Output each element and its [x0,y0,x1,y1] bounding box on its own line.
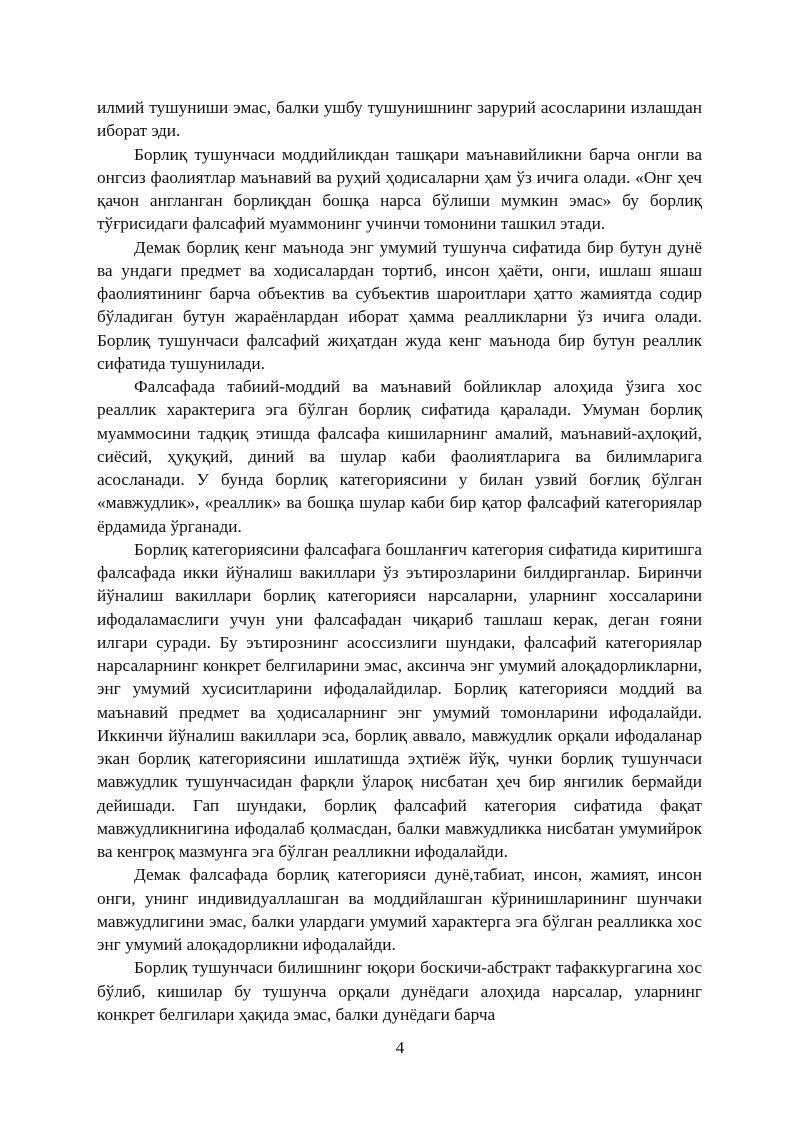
paragraph-1: илмий тушуниши эмас, балки ушбу тушунишнинг зарурий асосларини излашдан иборат эди. [97,98,702,141]
paragraph-3: Демак борлиқ кенг маънода энг умумий тушунча сифатида бир бутун дунё ва ундаги предмет ва ходисалардан тортиб, инсон ҳаёти, онги, ишлаш яшаш фаолиятининг барча объектив ва субъектив шароитлари ҳатто жамиятда содир бўладиган бутун жараёнлардан иборат ҳамма реалликларни ўз ичига олади. Борлиқ тушунчаси фалсафий жиҳатдан жуда кенг маънода бир бутун реаллик сифатида тушунилади. [97,237,702,373]
paragraph-7: Борлиқ тушунчаси билишнинг юқори боскичи-абстракт тафаккургагина хос бўлиб, кишилар бу тушунча орқали дунёдаги алоҳида нарсалар, уларнинг конкрет белгилари ҳақида эмас, балки дунёдаги барча [97,958,702,1024]
paragraph-4: Фалсафада табиий-моддий ва маънавий бойликлар алоҳида ўзига хос реаллик характерига эга бўлган борлиқ сифатида қаралади. Умуман борлиқ муаммосини тадқиқ этишда фалсафа кишиларнинг амалий, маънавий-аҳлоқий, сиёсий, ҳуқуқий, диний ва шулар каби фаолиятларига ва билимларига асосланади. У бунда борлиқ категориясини у билан узвий боғлиқ бўлган «мавжудлик», «реаллик» ва бошқа шулар каби бир қатор фалсафий категориялар ёрдамида ўрганади. [97,377,702,536]
paragraph-5: Борлиқ категориясини фалсафага бошланғич категория сифатида киритишга фалсафада икки йўналиш вакиллари ўз эътирозларини билдирганлар. Биринчи йўналиш вакиллари борлиқ категорияси нарсаларни, уларнинг хоссаларини ифодаламаслиги учун уни фалсафадан чиқариб ташлаш керак, деган ғояни илгари суради. Бу эътирознинг асоссизлиги шундаки, фалсафий категориялар нарсаларнинг конкрет белгиларини эмас, аксинча энг умумий алоқадорликларни, энг умумий хусиситларини ифодалайдилар. Борлиқ категорияси моддий ва маънавий предмет ва ҳодисаларнинг энг умумий томонларини ифодалайди. Иккинчи йўналиш вакиллари эса, борлиқ аввало, мавжудлик орқали ифодаланар экан борлиқ категориясини ишлатишда эҳтиёж йўқ, чунки борлиқ тушунчаси мавжудлик тушунчасидан фарқли ўлароқ нисбатан ҳеч бир янгилик бермайди дейишади. Гап шундаки, борлиқ фалсафий категория сифатида фақат мавжудликнигина ифодалаб қолмасдан, балки мавжудликка нисбатан умумийрок ва кенгроқ мазмунга эга бўлган реалликни ифодалайди. [97,539,702,861]
page-number: 4 [395,1038,405,1057]
body-text [97,96,702,1026]
paragraph-6: Демак фалсафада борлиқ категорияси дунё,табиат, инсон, жамият, инсон онги, унинг индивидуаллашган ва моддийлашган кўринишларининг шунчаки мавжудлигини эмас, балки улардаги умумий характерга эга бўлган реалликка хос энг умумий алоқадорликни ифодалайди. [97,865,702,954]
paragraph-2: Борлиқ тушунчаси моддийликдан ташқари маънавийликни барча онгли ва онгсиз фаолиятлар маънавий ва руҳий ҳодисаларни ҳам ўз ичига олади. «Онг ҳеч қачон англанган борлиқдан бошқа нарса бўлиши мумкин эмас» бу борлиқ тўғрисидаги фалсафий муаммонинг учинчи томонини ташкил этади. [97,144,702,234]
